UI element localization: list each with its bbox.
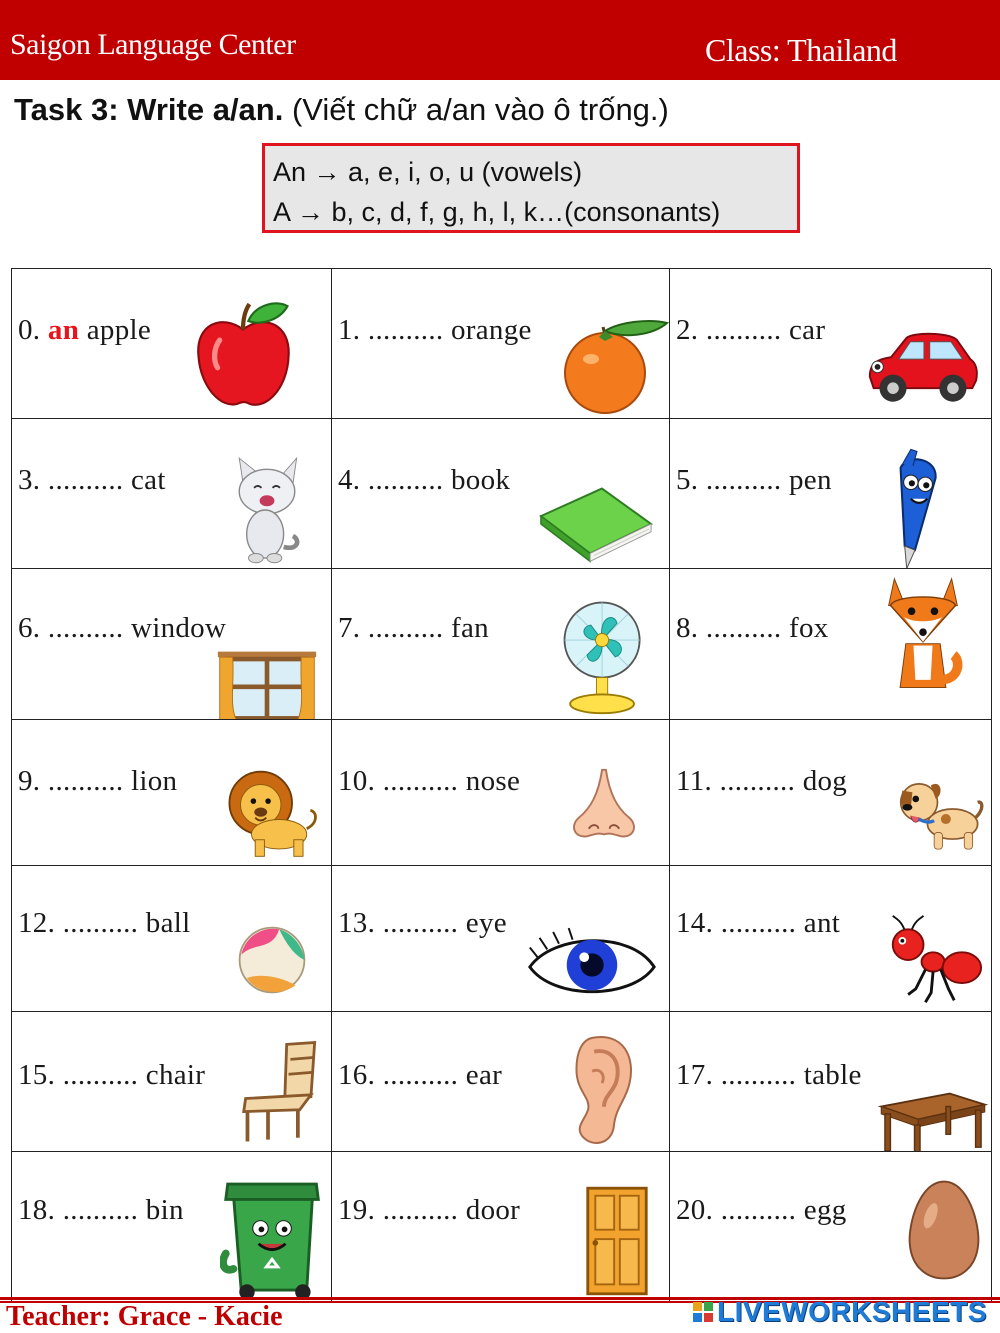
class-label: Class: Thailand [705, 32, 897, 68]
exercise-item-text [338, 907, 507, 940]
item-number: 11. [676, 765, 713, 797]
item-number: 16. [338, 1059, 376, 1091]
item-word: fan [450, 612, 489, 644]
orange-icon [558, 317, 670, 417]
exercise-item-text [338, 1194, 520, 1227]
exercise-cell [12, 866, 332, 1012]
exercise-cell [12, 1012, 332, 1152]
exercise-item-text [338, 1059, 502, 1092]
fan-icon [560, 595, 646, 717]
exercise-cell [332, 720, 670, 866]
answer-blank[interactable]: .......... [705, 314, 782, 346]
fox-icon [882, 575, 964, 699]
answer-blank[interactable]: .......... [47, 464, 124, 496]
answer-blank[interactable]: .......... [382, 1059, 459, 1091]
answer-blank[interactable]: .......... [720, 1059, 797, 1091]
rule-line-vowels: An → a, e, i, o, u (vowels) [273, 157, 583, 187]
answer-blank[interactable]: .......... [382, 1194, 459, 1226]
item-word: bin [145, 1194, 184, 1226]
item-number: 5. [676, 464, 699, 496]
liveworksheets-logo[interactable] [692, 1296, 987, 1328]
egg-icon [906, 1174, 982, 1286]
item-number: 2. [676, 314, 699, 346]
exercise-cell [670, 720, 992, 866]
item-number: 7. [338, 612, 361, 644]
item-number: 6. [18, 612, 41, 644]
item-number: 18. [18, 1194, 56, 1226]
exercise-cell [332, 1152, 670, 1303]
example-answer: an [47, 314, 80, 346]
exercise-cell [332, 569, 670, 720]
exercise-item-text [18, 464, 166, 497]
exercise-item-text [676, 1194, 847, 1227]
book-icon [537, 481, 655, 563]
exercise-item-text [338, 314, 532, 347]
exercise-item-text [676, 314, 825, 347]
ear-icon [566, 1032, 640, 1150]
liveworksheets-brand: LIVEWORKSHEETS [717, 1296, 987, 1327]
item-word: egg [803, 1194, 847, 1226]
item-number: 3. [18, 464, 41, 496]
exercise-cell [12, 569, 332, 720]
exercise-cell [12, 419, 332, 569]
answer-blank[interactable]: .......... [62, 1194, 139, 1226]
exercise-cell [12, 720, 332, 866]
exercise-cell [332, 1012, 670, 1152]
exercise-item-text [338, 765, 520, 798]
ant-icon [886, 912, 984, 1008]
cat-icon [230, 451, 304, 569]
item-number: 20. [676, 1194, 714, 1226]
item-number: 12. [18, 907, 56, 939]
item-word: lion [130, 765, 178, 797]
item-number: 15. [18, 1059, 56, 1091]
exercise-item-text [676, 907, 840, 940]
exercise-cell [670, 569, 992, 720]
task-label: Task 3: Write a/an. [14, 92, 284, 127]
window-icon [216, 647, 318, 720]
pen-icon [880, 447, 952, 569]
item-word: orange [450, 314, 532, 346]
answer-blank[interactable]: .......... [367, 612, 444, 644]
table-icon [876, 1088, 990, 1152]
exercise-item-text [676, 612, 829, 645]
item-word: ant [803, 907, 841, 939]
exercise-cell [670, 269, 992, 419]
teacher-name: Teacher: Grace - Kacie [6, 1301, 283, 1332]
car-icon [864, 319, 980, 409]
answer-blank[interactable]: .......... [47, 765, 124, 797]
item-word: ear [465, 1059, 503, 1091]
item-word: cat [130, 464, 166, 496]
answer-blank[interactable]: .......... [47, 612, 124, 644]
exercise-item-text [18, 1194, 184, 1227]
exercise-cell [670, 419, 992, 569]
exercise-cell [12, 269, 332, 419]
item-number: 8. [676, 612, 699, 644]
item-word: table [803, 1059, 862, 1091]
door-icon [584, 1180, 650, 1302]
exercise-cell [670, 866, 992, 1012]
item-number: 0. [18, 314, 41, 346]
item-word: eye [465, 907, 507, 939]
item-number: 14. [676, 907, 714, 939]
chair-icon [240, 1036, 324, 1148]
rule-box [262, 143, 800, 233]
answer-blank[interactable]: .......... [719, 765, 796, 797]
item-word: apple [86, 314, 152, 346]
exercise-item-text [18, 612, 226, 645]
ball-icon [236, 924, 308, 996]
answer-blank[interactable]: .......... [382, 907, 459, 939]
task-instruction: (Viết chữ a/an vào ô trống.) [291, 92, 669, 127]
item-word: fox [788, 612, 829, 644]
answer-blank[interactable]: .......... [367, 314, 444, 346]
item-number: 19. [338, 1194, 376, 1226]
exercise-cell [670, 1152, 992, 1303]
answer-blank[interactable]: .......... [62, 907, 139, 939]
item-word: chair [145, 1059, 206, 1091]
center-name: Saigon Language Center [10, 28, 296, 61]
exercise-item-text [676, 464, 832, 497]
dog-icon [894, 766, 986, 862]
answer-blank[interactable]: .......... [705, 464, 782, 496]
task-heading [14, 92, 669, 128]
item-number: 10. [338, 765, 376, 797]
answer-blank[interactable]: .......... [705, 612, 782, 644]
item-number: 13. [338, 907, 376, 939]
answer-blank[interactable]: .......... [720, 907, 797, 939]
bin-icon [220, 1176, 326, 1302]
exercise-cell [12, 1152, 332, 1303]
item-number: 1. [338, 314, 361, 346]
item-word: nose [465, 765, 521, 797]
liveworksheets-logo-icon [692, 1300, 714, 1324]
item-number: 4. [338, 464, 361, 496]
item-number: 9. [18, 765, 41, 797]
exercise-cell [332, 419, 670, 569]
item-word: door [465, 1194, 521, 1226]
exercise-item-text [18, 1059, 205, 1092]
nose-icon [562, 766, 646, 842]
exercise-item-text [18, 314, 151, 347]
item-word: window [130, 612, 227, 644]
exercise-cell [332, 269, 670, 419]
exercise-item-text [18, 907, 190, 940]
answer-blank[interactable]: .......... [720, 1194, 797, 1226]
exercise-item-text [676, 765, 847, 798]
exercise-item-text [676, 1059, 862, 1092]
item-number: 17. [676, 1059, 714, 1091]
answer-blank[interactable]: .......... [62, 1059, 139, 1091]
answer-blank[interactable]: .......... [382, 765, 459, 797]
item-word: car [788, 314, 826, 346]
answer-blank[interactable]: .......... [367, 464, 444, 496]
exercise-cell [670, 1012, 992, 1152]
eye-icon [524, 926, 660, 1004]
exercise-cell [332, 866, 670, 1012]
rule-line-consonants: A → b, c, d, f, g, h, l, k…(consonants) [273, 197, 721, 227]
item-word: pen [788, 464, 832, 496]
apple-icon [190, 297, 296, 415]
item-word: dog [802, 765, 848, 797]
exercise-grid [11, 268, 991, 1302]
exercise-item-text [18, 765, 177, 798]
item-word: book [450, 464, 511, 496]
header-bar [0, 0, 1000, 80]
item-word: ball [145, 907, 191, 939]
exercise-item-text [338, 464, 510, 497]
lion-icon [218, 768, 320, 860]
exercise-item-text [338, 612, 489, 645]
